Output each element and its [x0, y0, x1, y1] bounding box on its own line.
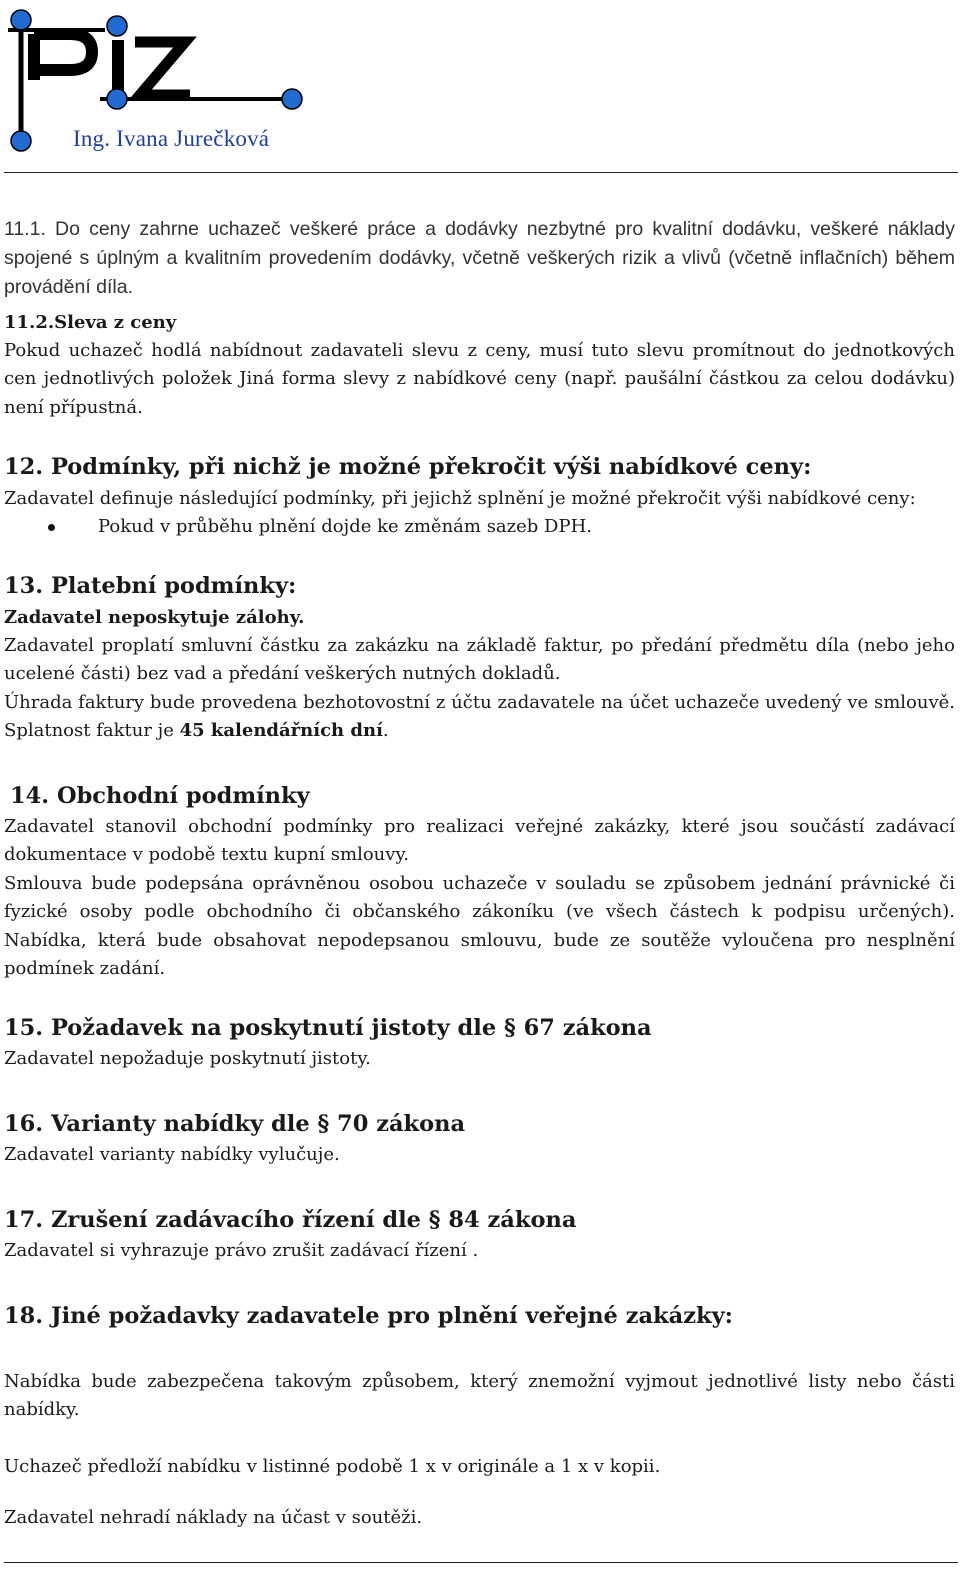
section-11-1 [4, 215, 955, 302]
footer-divider [4, 1562, 958, 1563]
author-name: Ing. Ivana Jurečková [73, 126, 270, 151]
section-11-2-text: Pokud uchazeč hodlá nabídnout zadavateli slevu z ceny, musí tuto slevu promítnout do jednotkových cen jednotlivých položek Jiná forma slevy z nabídkové ceny (např. paušální částkou za celou dodávku) není přípustná. [4, 340, 955, 418]
section-13-heading: 13. Platební podmínky: [4, 573, 297, 599]
section-text: Do ceny zahrne uchazeč veškeré práce a dodávky nezbytné pro kvalitní dodávku, veškeré náklady spojené s úplným a kvalitním provedením dodávky, včetně veškerých rizik a vlivů (včetně inflačních) během provádění díla. [4, 217, 955, 298]
section-14-heading: 14. Obchodní podmínky [10, 783, 310, 809]
section-13-paragraph-1: Zadavatel proplatí smluvní částku za zakázku na základě faktur, po předání předmětu díla (nebo jeho ucelené části) bez vad a předání veškerých nutných dokladů. [4, 635, 955, 685]
bullet-icon [48, 524, 55, 531]
section-11-2-heading: 11.2.Sleva z ceny [4, 312, 177, 333]
section-18-heading: 18. Jiné požadavky zadavatele pro plnění veřejné zakázky: [4, 1303, 733, 1329]
paragraph-end: . [382, 720, 389, 742]
list-item [4, 513, 960, 541]
section-18-paragraph-3: Zadavatel nehradí náklady na účast v soutěži. [4, 1507, 423, 1528]
section-18-paragraph-1: Nabídka bude zabezpečena takovým způsobem, který znemožní vyjmout jednotlivé listy nebo části nabídky. [4, 1371, 955, 1421]
section-16-text: Zadavatel varianty nabídky vylučuje. [4, 1144, 340, 1165]
section-17-text: Zadavatel si vyhrazuje právo zrušit zadávací řízení . [4, 1240, 479, 1261]
payment-term: 45 kalendářních dní [179, 720, 383, 742]
section-14-paragraph-2: Smlouva bude podepsána oprávněnou osobou uchazeče v souladu se způsobem jednání právnické či fyzické osoby podle obchodního či občanského zákoníku (ve všech částech k podpisu určených). Nabídka, která bude obsahovat nepodepsanou smlouvu, bude ze soutěže vyloučena pro nesplnění podmínek zadání. [4, 873, 955, 980]
header-divider [4, 172, 958, 173]
section-12-text: Zadavatel definuje následující podmínky, při jejichž splnění je možné překročit výši nabídkové ceny: [4, 488, 916, 509]
section-13-subheading: Zadavatel neposkytuje zálohy. [4, 607, 305, 628]
section-18-paragraph-2: Uchazeč předloží nabídku v listinné podobě 1 x v originále a 1 x v kopii. [4, 1456, 661, 1477]
section-13-paragraph-2 [4, 689, 955, 746]
list-item-text: Pokud v průběhu plnění dojde ke změnám sazeb DPH. [98, 516, 592, 537]
section-15-heading: 15. Požadavek na poskytnutí jistoty dle § 67 zákona [4, 1015, 652, 1041]
section-12-heading: 12. Podmínky, při nichž je možné překročit výši nabídkové ceny: [4, 454, 812, 480]
paragraph-text: Úhrada faktury bude provedena bezhotovostní z účtu zadavatele na účet uchazeče uvedený ve smlouvě. Splatnost faktur je [4, 692, 955, 742]
section-number: 11.1. [4, 217, 46, 240]
section-17-heading: 17. Zrušení zadávacího řízení dle § 84 zákona [4, 1207, 577, 1233]
section-16-heading: 16. Varianty nabídky dle § 70 zákona [4, 1111, 466, 1137]
section-15-text: Zadavatel nepožaduje poskytnutí jistoty. [4, 1048, 371, 1069]
section-14-paragraph-1: Zadavatel stanovil obchodní podmínky pro realizaci veřejné zakázky, které jsou součástí zadávací dokumentace v podobě textu kupní smlouvy. [4, 816, 955, 866]
